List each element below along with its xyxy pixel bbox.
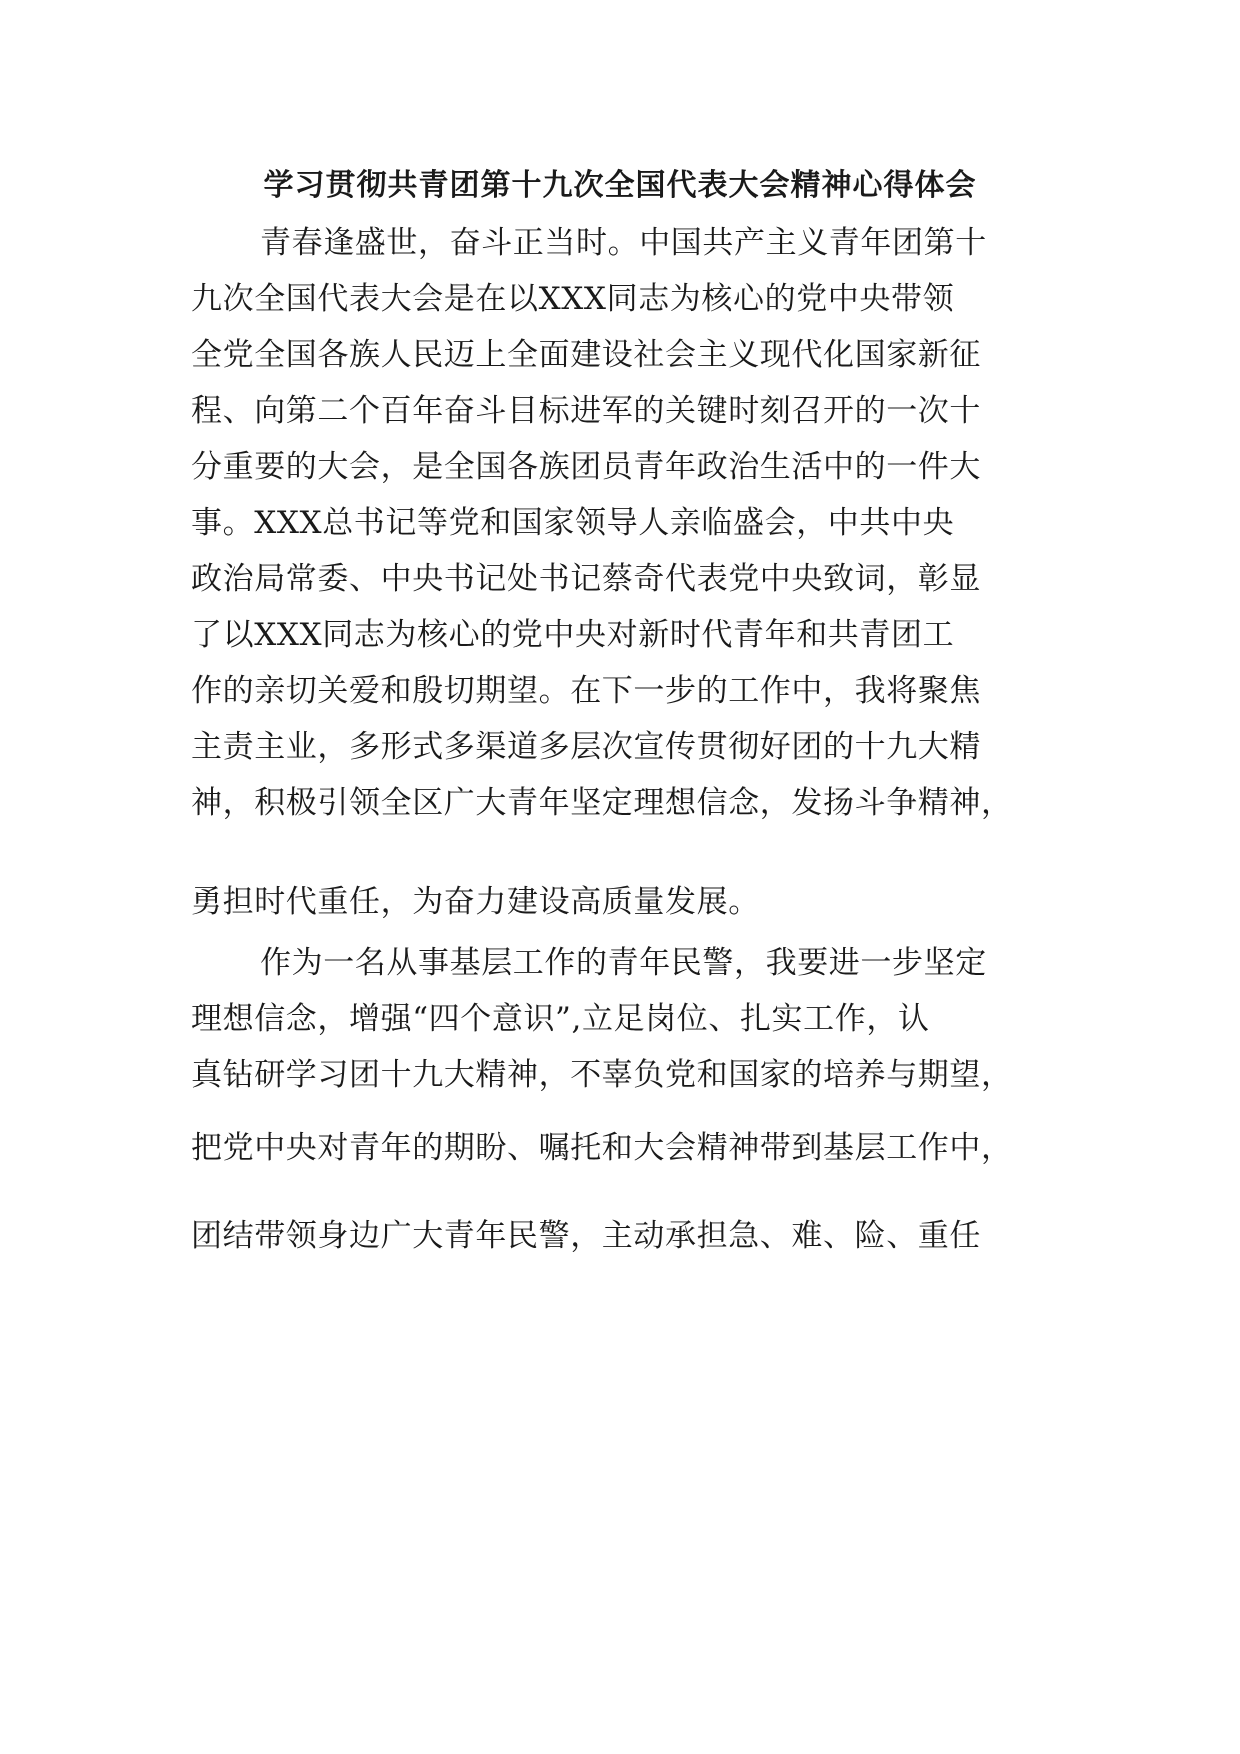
paragraph-1-line-11: 神，积极引领全区广大青年坚定理想信念，发扬斗争精神， [191, 785, 1013, 821]
paragraph-1-line-9: 作的亲切关爱和殷切期望。在下一步的工作中，我将聚焦 [191, 673, 981, 709]
paragraph-1-line-3: 全党全国各族人民迈上全面建设社会主义现代化国家新征 [191, 337, 981, 373]
paragraph-1-line-6: 事。XXX总书记等党和国家领导人亲临盛会，中共中央 [191, 505, 955, 541]
paragraph-2-line-3: 真钻研学习团十九大精神，不辜负党和国家的培养与期望， [191, 1057, 1013, 1093]
paragraph-1-line-4: 程、向第二个百年奋斗目标进军的关键时刻召开的一次十 [191, 393, 981, 429]
paragraph-1-line-12: 勇担时代重任，为奋力建设高质量发展。 [191, 884, 760, 920]
paragraph-2-line-4: 把党中央对青年的期盼、嘱托和大会精神带到基层工作中， [191, 1130, 1013, 1166]
paragraph-1-line-10: 主责主业，多形式多渠道多层次宣传贯彻好团的十九大精 [191, 729, 981, 765]
paragraph-1-line-8: 了以XXX同志为核心的党中央对新时代青年和共青团工 [191, 617, 955, 653]
paragraph-1-line-1: 青春逢盛世，奋斗正当时。中国共产主义青年团第十 [260, 225, 987, 261]
paragraph-2-line-1: 作为一名从事基层工作的青年民警，我要进一步坚定 [260, 945, 987, 981]
paragraph-1-line-5: 分重要的大会，是全国各族团员青年政治生活中的一件大 [191, 449, 981, 485]
paragraph-2-line-5: 团结带领身边广大青年民警，主动承担急、难、险、重任 [191, 1218, 981, 1254]
document-title: 学习贯彻共青团第十九次全国代表大会精神心得体会 [263, 168, 977, 203]
paragraph-2-line-2: 理想信念，增强“四个意识”,立足岗位、扎实工作，认 [191, 1001, 930, 1037]
paragraph-1-line-2: 九次全国代表大会是在以XXX同志为核心的党中央带领 [191, 281, 955, 317]
paragraph-1-line-7: 政治局常委、中央书记处书记蔡奇代表党中央致词，彰显 [191, 561, 981, 597]
